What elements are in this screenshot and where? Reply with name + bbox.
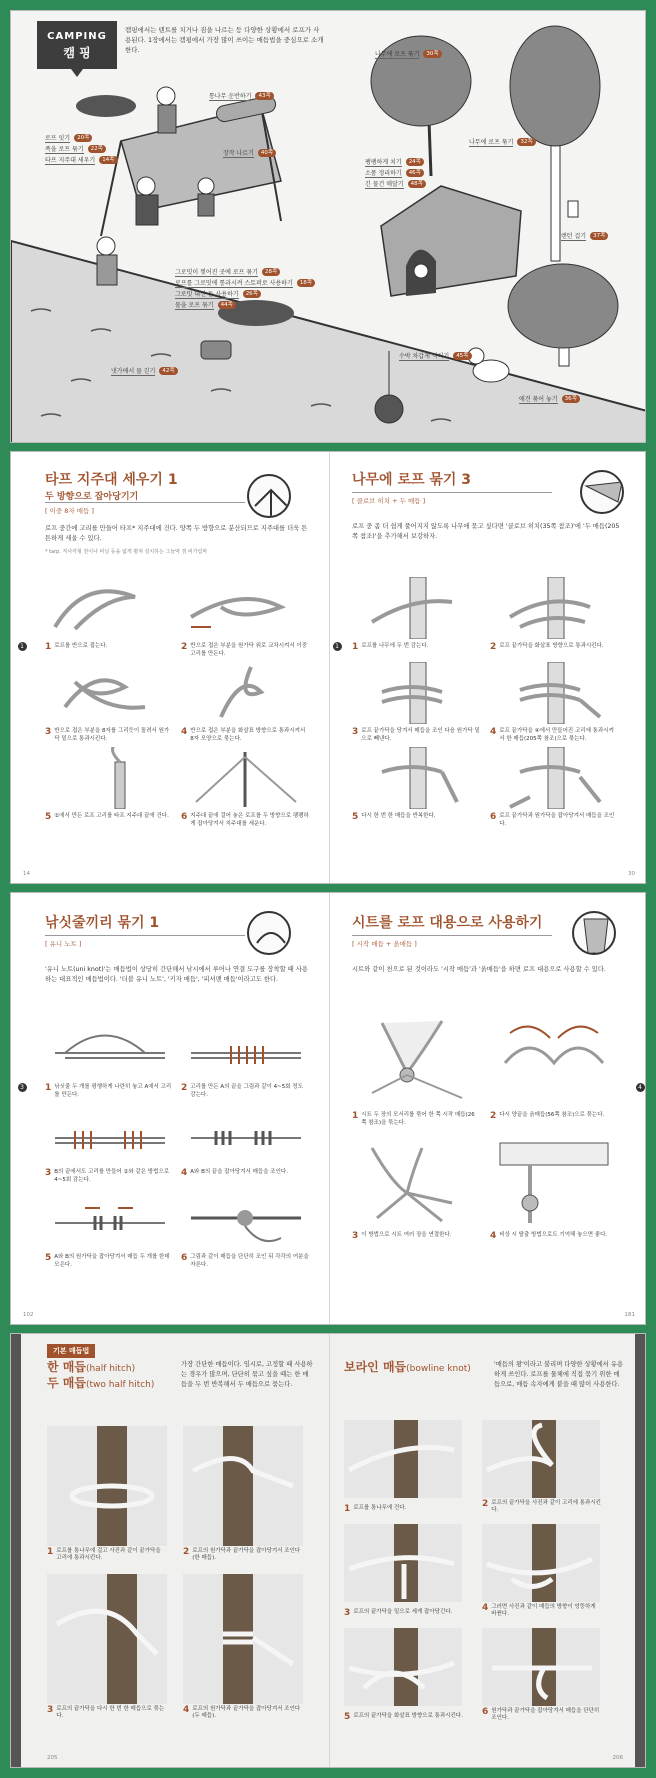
scene-label: 나무에 로프 묶기 32쪽 [469,137,536,147]
camping-scene-illustration [11,11,646,443]
step-card: 6 지주대 끝에 걸어 놓은 로프를 두 방향으로 팽팽하게 잡아당겨서 지주대를 세운다. [181,747,309,828]
page-number: 205 [47,1755,58,1761]
camping-intro: 캠핑에서는 텐트를 치거나 짐을 나르는 등 다양한 상황에서 로프가 사용된다. 1장에서는 캠핑에서 가장 많이 쓰이는 매듭법을 중심으로 소개한다. [125,26,324,54]
chapter-tab [332,642,342,651]
scene-label: 통나무 운반하기 43쪽 [209,91,274,101]
step-photo: 4 로프의 원가닥과 끝가닥을 잡아당겨서 조인다(두 매듭). [183,1574,303,1704]
divider [352,492,552,493]
scene-label: 애견 묶어 놓기 36쪽 [519,394,580,404]
page-number: 14 [23,871,30,877]
section-body: 가장 간단한 매듭이다. 임시로, 고정할 때 사용하는 경우가 많으며, 단단히 묶고 싶을 때는 한 매듭을 두 번 반복해서 두 매듭으로 묶는다. [181,1361,313,1388]
chapter-number: 1 [333,642,342,651]
step-card: 6 로프 끝가닥과 원가닥을 잡아당겨서 매듭을 조인다. [490,747,618,828]
step-card: 2 로프 끝가닥을 화살표 방향으로 통과시킨다. [490,577,618,652]
step-photo: 2 로프의 끝가닥을 사진과 같이 고리에 통과시킨다. [482,1420,600,1498]
page-right [330,452,646,883]
step-photo: 4 그러면 사진과 같이 매듭의 방향이 엉뚱하게 바뀐다. [482,1524,600,1602]
step-card: 2 다시 양끝을 옭매듭(56쪽 참조)으로 묶는다. [490,1013,618,1121]
badge-en: CAMPING [47,31,107,42]
step-card: 1 로프를 나무에 두 번 감는다. [352,577,480,652]
page-right [330,893,646,1324]
scene-label: 팽팽하게 치기 24쪽 [365,157,424,167]
chapter-number: 4 [636,1083,645,1092]
scene-label: 폭을 로프 묶기 22쪽 [45,144,106,154]
section-body: 로프 중간에 고리를 만들어 타프* 지주대에 건다. 양쪽 두 방향으로 분산되므로 지주대를 더욱 튼튼하게 세울 수 있다. [45,525,308,542]
divider [45,502,245,503]
page-number: 102 [23,1312,34,1318]
half-hitch-title: 한 매듭(half hitch) [47,1360,136,1374]
camping-badge [37,21,117,69]
scene-label: 냇가에서 물 긷기 42쪽 [111,366,178,376]
step-card: 6 그림과 같이 매듭을 단단히 조인 뒤 각각의 여분을 자른다. [181,1188,309,1269]
section-body: '유니 노트(uni knot)'는 매듭법이 상당히 간단해서 낚시에서 루어나 연결 도구를 장착할 때 사용하는 대표적인 매듭법이다. '더블 유니 노트', '키자 매듭', '피셔맨 매듭'이라고도 한다. [45,966,308,983]
page-right [330,1334,646,1767]
step-photo: 1 로프를 통나무에 걸고 사진과 같이 끝가닥을 고리에 통과시킨다. [47,1426,167,1546]
sheet-thumbnail [572,911,616,955]
page-number: 206 [612,1755,623,1761]
step-card: 3 로프 끝가닥을 당겨서 매듭을 조인 다음 원가닥 밑으로 빼낸다. [352,662,480,743]
step-card: 5 ①에서 만든 로프 고리를 타프 지주대 끝에 건다. [45,747,173,822]
basic-knots-tag: 기본 매듭법 [47,1344,95,1358]
step-card: 3 반으로 접은 부분을 8자를 그리듯이 돌려서 원가닥 밑으로 통과시킨다. [45,662,173,743]
badge-ko: 캠 핑 [63,46,91,60]
section-subtitle: 두 방향으로 잡아당기기 [45,492,139,502]
camping-illustration-spread [10,10,646,443]
section-title: 타프 지주대 세우기 1 [45,472,178,488]
step-card: 5 A와 B의 원가닥을 잡아당겨서 매듭 두 개를 한데 모은다. [45,1188,173,1269]
chapter-tab [17,1083,27,1092]
knot-tag: [ 시작 매듭 + 옭매듭 ] [352,940,417,948]
basic-knots-spread [10,1333,646,1768]
page-left [11,1334,329,1767]
section-body: 시트와 같이 천으로 된 것이라도 '시작 매듭'과 '옭매듭'을 하면 로프 대용으로 사용할 수 있다. [352,966,606,973]
tarp-and-tree-spread [10,451,646,884]
tarp-thumbnail [247,474,291,518]
knot-tag: [ 이중 8자 매듭 ] [45,507,94,515]
scene-label: 랜턴 걸기 37쪽 [561,231,608,241]
step-photo: 3 로프의 끝가닥을 다시 한 번 한 매듭으로 묶는다. [47,1574,167,1704]
scene-label: 물을 로프 묶기 44쪽 [175,300,236,310]
section-body: '매듭의 왕'이라고 불리며 다양한 상황에서 유용하게 쓰인다. 로프를 물체에 직접 묶기 위한 매듭으로, 매듭 속자에게 붙을 때 많이 사용한다. [494,1361,624,1388]
two-half-hitch-title: 두 매듭(two half hitch) [47,1376,155,1390]
step-photo: 2 로프의 원가닥과 끝가닥을 잡아당겨서 조인다(한 매듭). [183,1426,303,1546]
scene-label: 수박 차갑게 식히기 45쪽 [399,351,472,361]
step-photo: 6 원가닥과 끝가닥을 잡아당겨서 매듭을 단단히 조인다. [482,1628,600,1706]
scene-label: 로프를 그로밋에 통과시켜 스토퍼로 사용하기 18쪽 [175,278,315,288]
chapter-tab [635,1083,645,1092]
step-card: 1 로프를 반으로 접는다. [45,577,173,652]
knot-tag: [ 유니 노트 ] [45,940,82,948]
scene-label: 그로밋이 찢어진 곳에 로프 묶기 28쪽 [175,267,280,277]
tree-thumbnail [580,470,624,514]
scene-label: 소품 정리하기 46쪽 [365,168,424,178]
step-card: 3 이 방법으로 시트 여러 장을 연결한다. [352,1133,480,1241]
chapter-number: 3 [18,1083,27,1092]
step-photo: 5 로프의 끝가닥을 화살표 방향으로 통과시킨다. [344,1628,462,1706]
page-number: 181 [624,1312,635,1318]
step-card: 3 B의 끝에서도 고리를 만들어 ②와 같은 방법으로 4~5회 감는다. [45,1103,173,1184]
page-left [11,893,329,1324]
step-photo: 1 로프를 통나무에 건다. [344,1420,462,1498]
divider [45,935,245,936]
section-title: 낚싯줄끼리 묶기 1 [45,915,160,931]
scene-label: 타프 지주대 세우기 14쪽 [45,155,118,165]
step-card: 5 다시 한 번 한 매듭을 반복한다. [352,747,480,822]
scene-label: 나무에 로프 묶기 30쪽 [375,49,442,59]
step-card: 4 반으로 접은 부분을 화살표 방향으로 통과시켜서 8자 모양으로 묶는다. [181,662,309,743]
fishing-and-sheet-spread [10,892,646,1325]
step-card: 4 비상 시 탈출 방법으로도 기억해 놓으면 좋다. [490,1133,618,1241]
knot-tag: [ 클로브 히치 + 두 매듭 ] [352,497,426,505]
page-left [11,452,329,883]
step-photo: 3 로프의 끝가닥을 밑으로 세게 잡아당긴다. [344,1524,462,1602]
scene-label: 장작 나르기 40쪽 [223,148,276,158]
scene-label: 긴 물건 매달기 48쪽 [365,179,426,189]
step-card: 2 고리를 만든 A의 끝을 그림과 같이 4~5회 정도 감는다. [181,1018,309,1099]
divider [352,935,552,936]
step-card: 1 낚싯줄 두 개를 평행하게 나란히 놓고 A에서 고리를 만든다. [45,1018,173,1099]
fishing-thumbnail [247,911,291,955]
section-body: 로프 중 좀 더 쉽게 풀어지지 않도록 나무에 묶고 싶다면 '클로브 히치(35쪽 참조)'에 '두 매듭(205쪽 참조)'을 추가해서 보강하자. [352,523,620,540]
section-title: 나무에 로프 묶기 3 [352,472,472,488]
scene-label: 로프 잇기 20쪽 [45,133,92,143]
footnote: * tarp. 직사각형 천이나 비닐 등을 넓게 펼쳐 설치하는 그늘막 겸 비가림막 [45,549,208,555]
step-card: 1 시트 두 장의 모서리를 묶어 한 쪽 시작 매듭(26쪽 참조)을 묶는다. [352,1013,480,1127]
section-title: 시트를 로프 대용으로 사용하기 [352,915,543,931]
step-card: 4 A와 B의 끝을 잡아당겨서 매듭을 조인다. [181,1103,309,1178]
step-card: 4 로프 끝가닥을 ④에서 만들어진 고리에 통과시켜서 한 매듭(205쪽 참조)으로 묶는다. [490,662,618,743]
step-card: 2 반으로 접은 부분을 원가닥 위로 교차시켜서 이중 고리를 만든다. [181,577,309,658]
chapter-tab [17,642,27,651]
chapter-number: 1 [18,642,27,651]
page-number: 30 [628,871,635,877]
bowline-title: 보라인 매듭(bowline knot) [344,1360,471,1374]
scene-label: 그로밋 대신 돌 사용하기 26쪽 [175,289,261,299]
